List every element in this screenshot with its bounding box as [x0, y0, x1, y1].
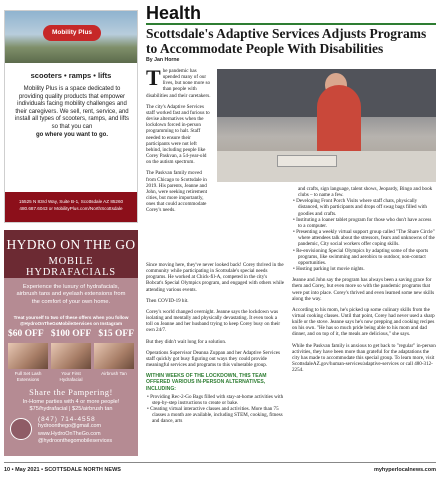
paragraph-text: he pandemic has upended many of our lives, but none more so than people with disabilities and their caretakers.	[146, 68, 211, 99]
list-item: • Re-envisioning Special Olympics by adapting some of the sports programs, like swimming and aerobics to outdoor, non-contact opportunities.	[293, 247, 429, 266]
photo-cards	[277, 155, 337, 167]
article-paragraph: Then COVID-19 hit.	[146, 297, 189, 304]
article-paragraph: The Paskvan family moved from Chicago to Scottsdale in 2019. His parents, Jeanne and John, were seeking retirement cities, but more importantly, ones that could accommodate Corey's needs.	[146, 170, 208, 214]
article-paragraph: According to his mom, he's picked up some culinary skills from the virtual cooking classes. Until that point, Corey had never used a sharp knife or the stove. Jeanne says he's now prepping and cooking recipes on his own. "He has so much pride being able to his mom and dad dinner, and on top of it, the meals are delicious," she says.	[292, 306, 435, 338]
list-item: • Providing Rec-2-Go Bags filled with stay-at-home activities with step-by-step instructions to create or bake.	[147, 393, 284, 406]
ad-instagram[interactable]: @hydroonthegomobileservices	[38, 438, 113, 445]
article-paragraph: Operations Supervisor Deanna Zuppan and her Adaptive Services staff quickly got busy figuring out ways they could provide meaningful services and programs to this vulnerable group.	[146, 349, 280, 369]
list-item: • Instituting a loaner tablet program for those who don't have access to a computer.	[293, 216, 432, 229]
section-label: Health	[146, 3, 202, 23]
list-item: • Presenting a weekly virtual support group called "The Share Circle" where attendees talk about the stressors, fears and unknowns of the pandemic, City social workers offer coping skills.	[293, 229, 435, 248]
article-subhead: WITHIN WEEKS OF THE LOCKDOWN, THIS TEAM OFFERED VARIOUS IN-PERSON ALTERNATIVES, INCLUDING:	[146, 373, 267, 392]
list-item-text: Re-envisioning Special Olympics by adapting some of the sports programs, like swimming and aerobics to outdoor, non-contact opportunities.	[296, 247, 429, 266]
footer-website[interactable]: myhyperlocalnews.com	[373, 467, 436, 473]
label-lash: Full Set Lash Extensions	[14, 371, 42, 382]
list-item: • Developing Front Porch Visits where staff chats, physically distanced, with participants and drops off swag bags filled with goodies and crafts.	[293, 198, 427, 217]
article-list-block	[146, 373, 285, 424]
ad-photo-lash	[8, 343, 48, 369]
article-photo	[217, 69, 436, 182]
ad-tagline: scooters • ramps • lifts	[30, 71, 112, 80]
drop-cap: T	[146, 65, 161, 90]
footer-folio: 10 • May 2021 • SCOTTSDALE NORTH NEWS	[4, 467, 121, 473]
article-list	[292, 198, 436, 272]
ad-body	[13, 86, 131, 139]
article-paragraph: Jeanne and John say the program has always been a saving grace for them and Corey, but even more so with the pandemic programs that were put into place. Corey's thrived and even learned some new skills along the way.	[292, 277, 435, 302]
ad-website[interactable]: www.HydroOnTheGo.com	[38, 430, 101, 437]
list-item-text: Instituting a loaner tablet program for those who don't have access to a computer.	[296, 216, 432, 229]
ad-subtitle: MOBILE HYDRAFACIALS	[26, 256, 116, 278]
article-column-1	[146, 65, 212, 218]
ad-contact-bar	[5, 192, 137, 222]
list-continuation	[292, 186, 436, 198]
ad-party-options: In-Home parties with 4 or more people! $75/hydrafacial | $25/airbrush tan	[22, 399, 120, 413]
article-paragraph	[146, 65, 212, 99]
article-column-1-lower	[146, 262, 285, 425]
ad-email[interactable]: hydroonthego@gmail.com	[38, 423, 102, 430]
price-hydrafacial: $100 OFF	[50, 329, 92, 339]
ad-offer-text: Treat yourself to two of these offers when you follow @HydroOnTheGoMobileServices on Instagram	[13, 315, 129, 327]
ad-address: 15525 N 83rd Way, Suite B-1, Scottsdale AZ 85260	[18, 199, 124, 204]
article-paragraph: Since moving here, they've never looked back! Corey thrived in the community while participating in Scottsdale's special needs programs. He worked at Chick-fil-A, competed in the city's Bobcat's Special Olympics program, and engaged with others while attending various events.	[146, 262, 284, 293]
ad-prices	[8, 329, 134, 339]
price-lash: $60 OFF	[8, 329, 44, 339]
article-paragraph: The city's Adaptive Services staff worked fast and furious to devise alternatives when the lockdown forced in-person programming to halt. Staff needed to ensure their participants were not left behind, including people like Corey Paskvan, a 54-year-old on the autism spectrum.	[146, 103, 210, 166]
ad-contact-block	[8, 416, 134, 452]
list-item-text: Developing Front Porch Visits where staff chats, physically distanced, with participants and drops off swag bags filled with goodies and crafts.	[296, 198, 427, 217]
list-item-text: and crafts, sign language, talent shows, Jeopardy, Bingo and book clubs – to name a few.	[298, 186, 433, 199]
ad-body-text: Mobility Plus is a space dedicated to providing quality products that empower individuals facing mobility challenges and their caregivers. We sell, rent, service, and install all types of scooters, ramps, and lifts so that you can	[14, 86, 130, 130]
article-paragraph: But they didn't wait long for a solution.	[146, 338, 227, 345]
article-column-2	[292, 186, 436, 378]
list-item-text: Presenting a weekly virtual support group called "The Share Circle" where attendees talk about the stressors, fears and unknowns of the pandemic, City social workers offer coping skills.	[296, 229, 435, 248]
list-item: • Creating virtual interactive classes and activities. More than 75 classes a month are available, including STEM, cooking, fitness and dance, arts	[147, 406, 283, 425]
price-airbrush: $15 OFF	[98, 329, 134, 339]
list-item-text: Creating virtual interactive classes and activities. More than 75 classes a month are available, including STEM, cooking, fitness and dance, arts	[150, 406, 283, 425]
ad-description: Experience the luxury of hydrafacials, airbrush tans and eyelash extensions from the comfort of your own home.	[16, 284, 126, 305]
label-hydrafacial: Your First Hydrafacial	[59, 371, 83, 382]
ad-contact-lines	[38, 416, 134, 446]
ad-photo	[5, 11, 137, 63]
ad-photo-labels	[8, 371, 134, 382]
mobility-plus-logo: Mobility Plus	[43, 25, 101, 41]
label-airbrush: Airbrush Tan	[101, 371, 127, 376]
ad-photo-tan	[94, 343, 134, 369]
hydro-on-the-go-ad[interactable]	[4, 230, 138, 456]
list-item-text: Providing Rec-2-Go Bags filled with stay-at-home activities with step-by-step instructions to create or bake.	[150, 393, 284, 406]
list-item: • Hosting parking lot movie nights.	[293, 266, 365, 273]
article-paragraph: While the Paskvan family is anxious to get back to "regular" in-person activities, they have been more than grateful for the adaptations the city has made to accommodate this special group. To learn more, visit ScottsdaleAZ.gov/human-services/adaptive-services or call 480-312-2254.	[292, 342, 436, 374]
page-footer	[4, 462, 436, 473]
ad-body-strong: go where you want to go.	[36, 131, 108, 138]
article-paragraph: Corey's world changed overnight. Jeanne says the lockdown was isolating and mentally and physically devastating. It even took a toll on Jeanne and her husband trying to keep Corey busy on their own 24/7.	[146, 308, 281, 334]
article-byline: By Jan Horne	[146, 57, 180, 63]
article-headline: Scottsdale's Adaptive Services Adjusts Programs to Accommodate People With Disabilities	[146, 26, 427, 56]
ad-header	[4, 230, 138, 278]
ad-photo-facial	[51, 343, 91, 369]
ad-phone[interactable]: (847) 714-4558	[38, 416, 96, 423]
mobility-plus-ad[interactable]	[4, 10, 138, 223]
hydro-logo-seal	[10, 418, 32, 440]
list-item-text: Hosting parking lot movie nights.	[296, 266, 365, 273]
ad-photos	[8, 343, 134, 369]
ad-title: HYDRO ON THE GO	[6, 237, 136, 252]
ad-contact[interactable]: 480.687.6043 or MobilityPlus.com/NorthScottsdale	[19, 206, 123, 211]
section-rule	[146, 23, 436, 25]
ad-share-heading: Share the Pampering!	[29, 387, 113, 397]
photo-subject	[317, 85, 361, 157]
